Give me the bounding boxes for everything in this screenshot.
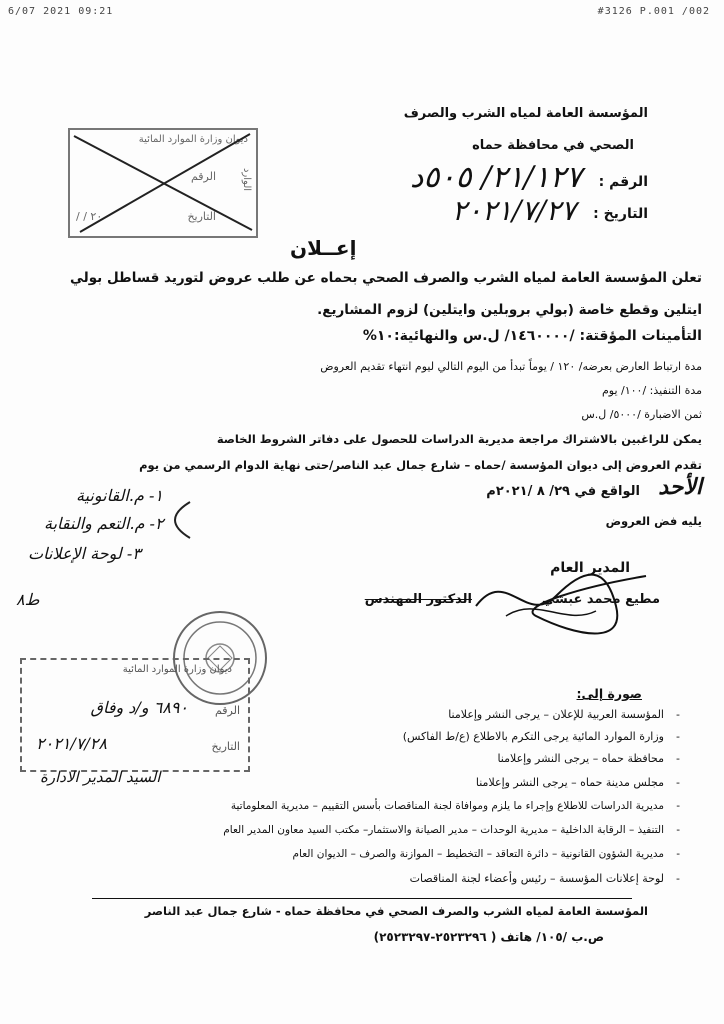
outgoing-stamp-number-label: الرقم — [214, 704, 240, 717]
routing-note: ٣- لوحة الإعلانات — [28, 544, 141, 563]
copies-item: - مديرية الشؤون القانونية – دائرة التعاقد – التخطيط – الموازنة والصرف – الديوان العام — [293, 848, 664, 860]
insurance-terms: التأمينات المؤقتة: /١٤٦٠٠٠٠/ ل.س والنهائية:١٠% — [362, 328, 702, 344]
copies-item: - المؤسسة العربية للإعلان – يرجى النشر وإعلامنا — [448, 708, 664, 721]
footer-address: المؤسسة العامة لمياه الشرب والصرف الصحي في محافظة حماه - شارع جمال عبد الناصر — [144, 904, 648, 918]
outgoing-stamp-title: ديوان وزارة الموارد المائية — [122, 664, 232, 675]
incoming-stamp-title: ديوان وزارة الموارد المائية — [138, 134, 248, 145]
copies-item: - لوحة إعلانات المؤسسة – رئيس وأعضاء لجنة المناقصات — [410, 872, 664, 885]
opening-note: يليه فض العروض — [605, 514, 702, 528]
submission-instructions: تقدم العروض إلى ديوان المؤسسة /حماه – شارع جمال عبد الناصر/حتى نهاية الدوام الرسمي من يوم — [139, 458, 702, 472]
footer-divider — [92, 898, 632, 899]
submission-day-handwritten: الأحد — [658, 474, 702, 500]
incoming-stamp-side-label: الوارد — [240, 167, 252, 192]
routing-note: ٢- م.التعم والنقابة — [44, 514, 164, 533]
copies-heading: صورة إلى: — [576, 686, 642, 701]
signature-mark — [466, 556, 666, 636]
footer-contact: ص.ب /١٠٥/ هاتف ( ٢٥٢٣٢٩٦-٢٥٢٣٢٩٧) — [373, 930, 604, 944]
commitment-period: مدة ارتباط العارض بعرضه/ ١٢٠ / يوماً تبدأ من اليوم التالي ليوم انتهاء تقديم العروض — [320, 360, 702, 373]
reference-number-label: الرقم : — [598, 174, 648, 190]
copies-item: - محافظة حماه – يرجى النشر وإعلامنا — [497, 752, 664, 765]
incoming-stamp-number-label: الرقم — [190, 170, 216, 183]
outgoing-stamp — [20, 658, 250, 772]
signatory-title-struck: الدكتور المهندس — [364, 592, 472, 607]
date-label: التاريخ : — [593, 206, 648, 222]
incoming-stamp-date-value: / / ٢٠ — [76, 210, 103, 223]
submission-date: الواقع في ٢٩/ ٨ /٢٠٢١م — [486, 484, 640, 499]
outgoing-stamp-date-value: ٢٠٢١/٧/٢٨ — [36, 734, 107, 753]
copies-item: - مديرية الدراسات للاطلاع وإجراء ما يلزم وموافاة لجنة المناقصات بأسس التقييم – مديرية المعلوماتية — [231, 800, 664, 812]
handwritten-bracket — [150, 500, 210, 540]
reference-number-value: ٢١/١٢٧/ ٥٠٥د — [409, 160, 582, 195]
execution-period: مدة التنفيذ: /١٠٠/ يوم — [601, 384, 702, 397]
copies-item: - التنفيذ – الرقابة الداخلية – مديرية الوحدات – مدير الصيانة والاستثمار– مكتب السيد معاون المدير العام — [223, 824, 664, 836]
routing-note: ط٨ — [16, 590, 40, 609]
signatory-name: مطيع محمد عبشي — [541, 592, 660, 607]
routing-note: ١- م.القانونية — [76, 486, 163, 505]
outgoing-stamp-note: السيد المدير الادارة — [40, 768, 161, 786]
fax-timestamp: 6/07 2021 09:21 — [8, 6, 114, 17]
copies-item: - مجلس مدينة حماه – يرجى النشر وإعلامنا — [476, 776, 664, 789]
cross-out-mark — [70, 130, 256, 236]
review-instructions: يمكن للراغبين بالاشتراك مراجعة مديرية الدراسات للحصول على دفاتر الشروط الخاصة — [216, 432, 702, 446]
date-value: ٢٠٢١/٧/٢٧ — [451, 194, 576, 227]
file-price: ثمن الاضبارة /٥٠٠٠/ ل.س — [581, 408, 702, 421]
outgoing-stamp-number-value: ٦٨٩٠ و/د وفاق — [90, 698, 188, 717]
incoming-stamp-date-label: التاريخ — [187, 210, 216, 223]
body-paragraph-line2: ايتلين وقطع خاصة (بولي بروبلين وايتلين) لزوم المشاريع. — [317, 302, 702, 318]
announcement-title: إعــلان — [290, 236, 357, 260]
org-name-line1: المؤسسة العامة لمياه الشرب والصرف — [403, 106, 648, 121]
outgoing-stamp-date-label: التاريخ — [211, 740, 240, 753]
signatory-role: المدير العام — [550, 560, 630, 576]
body-paragraph-line1: تعلن المؤسسة العامة لمياه الشرب والصرف الصحي بحماه عن طلب عروض لتوريد قساطل بولي — [69, 270, 702, 286]
org-name-line2: الصحي في محافظة حماه — [472, 138, 634, 153]
incoming-stamp — [68, 128, 258, 238]
copies-item: - وزارة الموارد المائية يرجى التكرم بالاطلاع (ع/ط الفاكس) — [403, 730, 664, 743]
fax-page-ref: #3126 P.001 /002 — [597, 6, 710, 17]
